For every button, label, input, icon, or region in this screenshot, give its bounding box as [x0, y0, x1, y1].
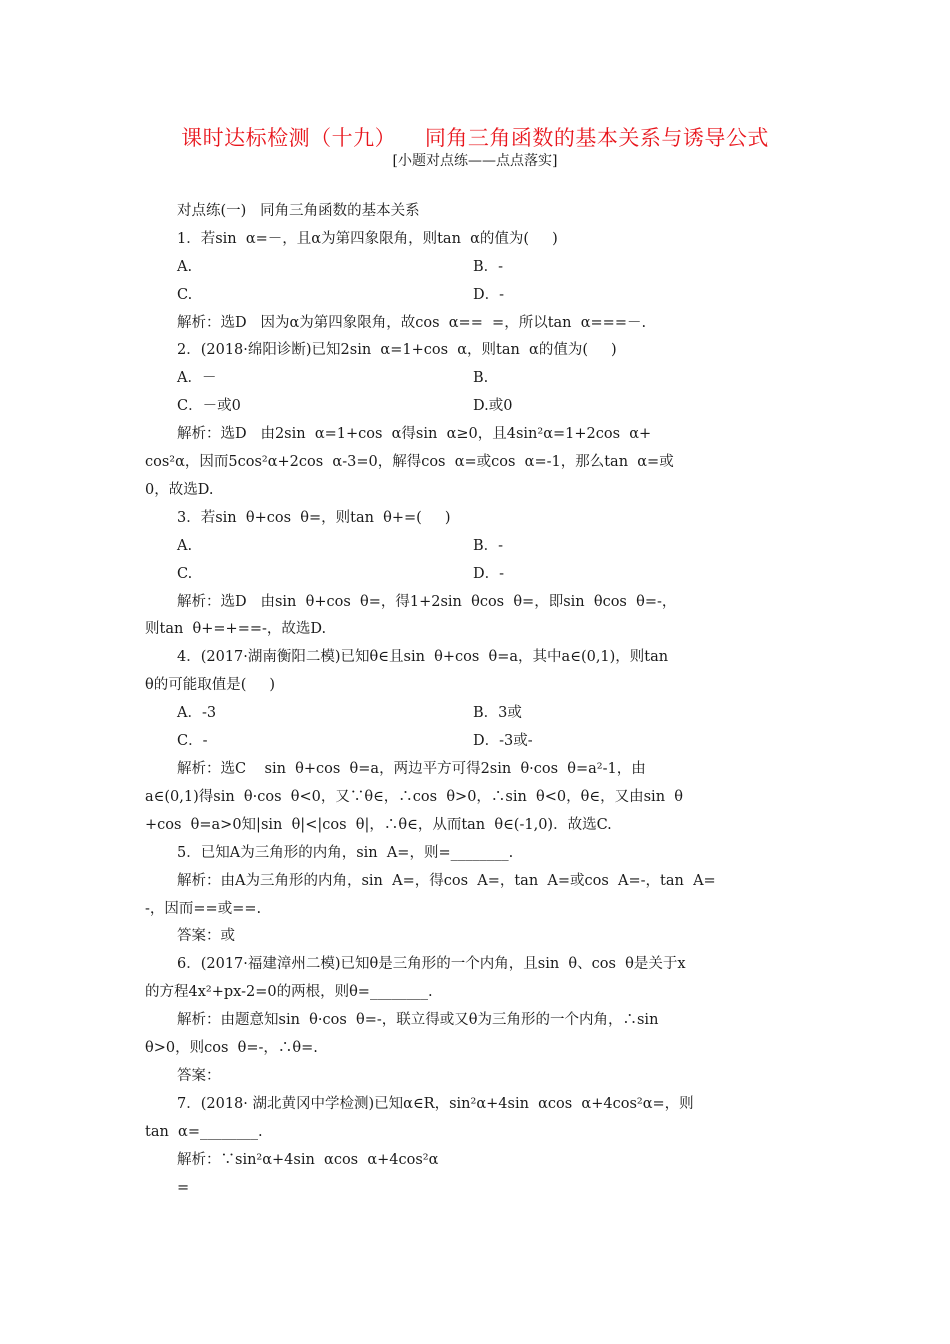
- section-heading: 对点练(一) 同角三角函数的基本关系: [177, 203, 420, 219]
- option-c: C．-: [177, 733, 208, 749]
- option-b: B．3或: [473, 705, 522, 721]
- question-4-line-1: 4．(2017·湖南衡阳二模)已知θ∈且sin θ+cos θ=a，其中a∈(0,1)，则tan: [177, 649, 669, 665]
- question-4-line-2: θ的可能取值是( ): [145, 677, 276, 693]
- question-3: 3．若sin θ+cos θ=，则tan θ+=( ): [177, 510, 451, 526]
- question-2: 2．(2018·绵阳诊断)已知2sin α=1+cos α，则tan α的值为( ): [177, 342, 617, 358]
- solution-7-line-2: =: [177, 1180, 190, 1196]
- option-b: B.: [473, 370, 489, 386]
- solution-1: 解析：选D 因为α为第四象限角，故cos α== =，所以tan α===－.: [177, 315, 647, 331]
- option-d: D．-: [473, 566, 505, 582]
- answer-6: 答案：: [177, 1068, 221, 1084]
- solution-6-line-1: 解析：由题意知sin θ·cos θ=-，联立得或又θ为三角形的一个内角，∴sin: [177, 1012, 659, 1028]
- solution-6-line-2: θ>0，则cos θ=-，∴θ=.: [145, 1040, 318, 1056]
- option-d: D．-3或-: [473, 733, 533, 749]
- answer-5: 答案：或: [177, 928, 235, 944]
- solution-3-line-1: 解析：选D 由sin θ+cos θ=，得1+2sin θcos θ=，即sin θcos θ=-，: [177, 594, 677, 610]
- solution-2-line-1: 解析：选D 由2sin α=1+cos α得sin α≥0，且4sin²α=1+2cos α+: [177, 426, 652, 442]
- option-c: C．－或0: [177, 398, 241, 414]
- option-a: A.: [177, 259, 193, 275]
- question-5: 5．已知A为三角形的内角，sin A=，则=________.: [177, 845, 514, 861]
- option-d: D．-: [473, 287, 505, 303]
- solution-4-line-2: a∈(0,1)得sin θ·cos θ<0，又∵θ∈，∴cos θ>0，∴sin θ<0，θ∈，又由sin θ: [145, 789, 683, 805]
- solution-2-line-3: 0，故选D.: [145, 482, 214, 498]
- solution-5-line-2: -，因而==或==.: [145, 901, 262, 917]
- solution-3-line-2: 则tan θ+=+==-，故选D.: [145, 621, 327, 637]
- question-6-line-1: 6．(2017·福建漳州二模)已知θ是三角形的一个内角，且sin θ、cos θ是关于x: [177, 956, 686, 972]
- option-d: D.或0: [473, 398, 513, 414]
- solution-4-line-1: 解析：选C sin θ+cos θ=a，两边平方可得2sin θ·cos θ=a²-1，由: [177, 761, 646, 777]
- page-title: 课时达标检测（十九） 同角三角函数的基本关系与诱导公式: [181, 126, 769, 150]
- option-c: C.: [177, 566, 193, 582]
- solution-4-line-3: +cos θ=a>0知|sin θ|<|cos θ|，∴θ∈，从而tan θ∈(-1,0)．故选C.: [145, 817, 612, 833]
- question-1: 1．若sin α=－，且α为第四象限角，则tan α的值为( ): [177, 231, 558, 247]
- option-b: B．-: [473, 259, 504, 275]
- question-7-line-1: 7．(2018· 湖北黄冈中学检测)已知α∈R，sin²α+4sin αcos α+4cos²α=，则: [177, 1096, 694, 1112]
- option-a: A.: [177, 538, 193, 554]
- option-a: A．-3: [177, 705, 217, 721]
- option-a: A．－: [177, 370, 217, 386]
- solution-7-line-1: 解析：∵sin²α+4sin αcos α+4cos²α: [177, 1152, 439, 1168]
- solution-5-line-1: 解析：由A为三角形的内角，sin A=，得cos A=，tan A=或cos A=-，tan A=: [177, 873, 716, 889]
- option-b: B．-: [473, 538, 504, 554]
- solution-2-line-2: cos²α，因而5cos²α+2cos α-3=0，解得cos α=或cos α=-1，那么tan α=或: [145, 454, 674, 470]
- question-7-line-2: tan α=________.: [145, 1124, 263, 1140]
- option-c: C.: [177, 287, 193, 303]
- question-6-line-2: 的方程4x²+px-2=0的两根，则θ=________.: [145, 984, 433, 1000]
- section-subtitle: [小题对点练——点点落实]: [392, 153, 558, 169]
